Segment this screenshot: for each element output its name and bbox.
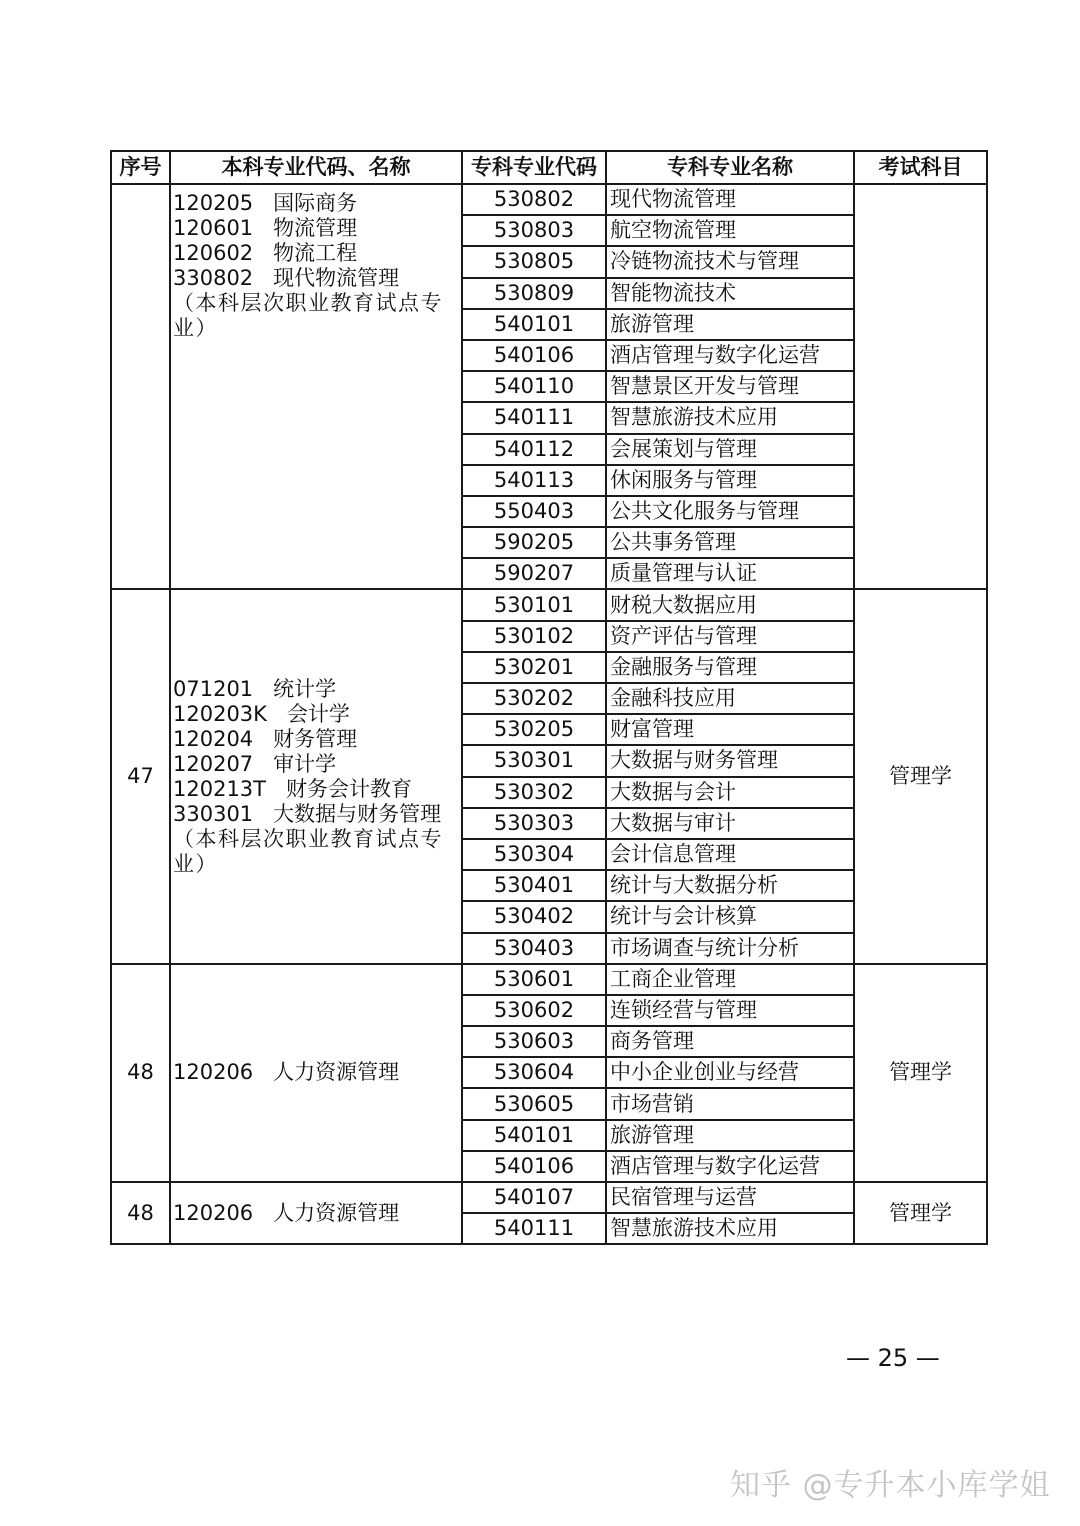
college-code-cell: 540111 (462, 1213, 606, 1244)
college-name-cell: 酒店管理与数字化运营 (606, 340, 854, 371)
seq-cell: 48 (111, 964, 170, 1182)
college-code-cell: 540101 (462, 309, 606, 340)
bachelor-major-name: 财务管理 (273, 726, 358, 751)
bachelor-major-name: 审计学 (273, 751, 337, 776)
college-code-cell: 530201 (462, 652, 606, 683)
college-name-cell: 公共文化服务与管理 (606, 496, 854, 527)
bachelor-majors-cell (170, 184, 462, 589)
header-college-name: 专科专业名称 (606, 151, 854, 184)
college-name-cell: 财税大数据应用 (606, 589, 854, 620)
college-code-cell: 590207 (462, 558, 606, 589)
bachelor-major-code: 330802 (173, 266, 254, 290)
bachelor-major (173, 702, 459, 727)
college-code-cell: 540113 (462, 465, 606, 496)
table-row (111, 184, 987, 215)
college-code-cell: 550403 (462, 496, 606, 527)
page-number: — 25 — (846, 1344, 940, 1372)
college-code-cell: 530302 (462, 777, 606, 808)
college-code-cell: 530605 (462, 1088, 606, 1119)
bachelor-major-name: 国际商务 (273, 191, 358, 215)
college-name-cell: 统计与大数据分析 (606, 870, 854, 901)
watermark: 知乎 @专升本小库学姐 (730, 1468, 1051, 1503)
college-code-cell: 540106 (462, 340, 606, 371)
college-code-cell: 530303 (462, 808, 606, 839)
bachelor-major (173, 216, 459, 241)
college-code-cell: 540106 (462, 1151, 606, 1182)
exam-subject-cell (854, 184, 987, 589)
college-code-cell: 530301 (462, 745, 606, 776)
college-code-cell: 530402 (462, 901, 606, 932)
college-name-cell: 智能物流技术 (606, 278, 854, 309)
college-name-cell: 智慧旅游技术应用 (606, 1213, 854, 1244)
bachelor-major (173, 802, 459, 827)
bachelor-major-name: 大数据与财务管理 (273, 801, 442, 826)
college-name-cell: 航空物流管理 (606, 215, 854, 246)
college-name-cell: 酒店管理与数字化运营 (606, 1151, 854, 1182)
table-row (111, 964, 987, 995)
college-name-cell: 冷链物流技术与管理 (606, 246, 854, 277)
college-name-cell: 金融科技应用 (606, 683, 854, 714)
bachelor-majors-cell (170, 964, 462, 1182)
bachelor-major-name: 财务会计教育 (286, 776, 412, 801)
college-name-cell: 连锁经营与管理 (606, 995, 854, 1026)
college-code-cell: 530805 (462, 246, 606, 277)
bachelor-major-name: 统计学 (273, 676, 337, 701)
table-header-row (111, 151, 987, 184)
college-code-cell: 590205 (462, 527, 606, 558)
bachelor-major (173, 241, 459, 266)
table-body (111, 184, 987, 1244)
college-code-cell: 530102 (462, 621, 606, 652)
college-code-cell: 530803 (462, 215, 606, 246)
seq-cell: 48 (111, 1182, 170, 1244)
exam-subject-cell: 管理学 (854, 1182, 987, 1244)
bachelor-major (173, 1201, 459, 1226)
bachelor-major (173, 727, 459, 752)
college-name-cell: 大数据与会计 (606, 777, 854, 808)
college-code-cell: 530403 (462, 933, 606, 964)
college-name-cell: 质量管理与认证 (606, 558, 854, 589)
bachelor-major-code: 120213T (173, 776, 266, 801)
bachelor-note: （本科层次职业教育试点专业） (173, 826, 443, 876)
exam-subject-cell: 管理学 (854, 964, 987, 1182)
college-code-cell: 530809 (462, 278, 606, 309)
table-row (111, 589, 987, 620)
college-name-cell: 中小企业创业与经营 (606, 1057, 854, 1088)
college-code-cell: 530802 (462, 184, 606, 215)
bachelor-major-name: 人力资源管理 (273, 1200, 400, 1225)
table-row (111, 1182, 987, 1213)
bachelor-major (173, 677, 459, 702)
college-code-cell: 530601 (462, 964, 606, 995)
college-code-cell: 530604 (462, 1057, 606, 1088)
college-code-cell: 530603 (462, 1026, 606, 1057)
college-name-cell: 休闲服务与管理 (606, 465, 854, 496)
college-name-cell: 统计与会计核算 (606, 901, 854, 932)
college-code-cell: 530401 (462, 870, 606, 901)
bachelor-major-code: 120205 (173, 191, 254, 215)
college-code-cell: 530101 (462, 589, 606, 620)
college-name-cell: 工商企业管理 (606, 964, 854, 995)
header-exam-subject: 考试科目 (854, 151, 987, 184)
seq-cell: 47 (111, 589, 170, 963)
college-name-cell: 现代物流管理 (606, 184, 854, 215)
bachelor-major-code: 120206 (173, 1060, 254, 1085)
bachelor-major-code: 330301 (173, 801, 254, 826)
header-seq: 序号 (111, 151, 170, 184)
college-code-cell: 530202 (462, 683, 606, 714)
major-table (110, 150, 988, 1245)
college-name-cell: 财富管理 (606, 714, 854, 745)
college-name-cell: 金融服务与管理 (606, 652, 854, 683)
college-name-cell: 会展策划与管理 (606, 434, 854, 465)
college-name-cell: 商务管理 (606, 1026, 854, 1057)
college-name-cell: 大数据与财务管理 (606, 745, 854, 776)
bachelor-major-code: 120206 (173, 1200, 254, 1225)
college-name-cell: 会计信息管理 (606, 839, 854, 870)
header-bachelor: 本科专业代码、名称 (170, 151, 462, 184)
bachelor-major (173, 752, 459, 777)
college-code-cell: 540112 (462, 434, 606, 465)
college-name-cell: 民宿管理与运营 (606, 1182, 854, 1213)
bachelor-majors-cell (170, 1182, 462, 1244)
bachelor-major (173, 777, 459, 802)
bachelor-major (173, 1060, 459, 1085)
college-name-cell: 资产评估与管理 (606, 621, 854, 652)
bachelor-major-code: 071201 (173, 676, 254, 701)
exam-subject-cell: 管理学 (854, 589, 987, 963)
college-code-cell: 540107 (462, 1182, 606, 1213)
header-college-code: 专科专业代码 (462, 151, 606, 184)
bachelor-major-name: 会计学 (286, 701, 350, 726)
bachelor-major-name: 现代物流管理 (273, 266, 400, 290)
college-name-cell: 市场调查与统计分析 (606, 933, 854, 964)
bachelor-major-code: 120602 (173, 241, 254, 265)
bachelor-major-name: 物流工程 (273, 241, 358, 265)
bachelor-major-name: 人力资源管理 (273, 1060, 400, 1085)
college-code-cell: 540101 (462, 1120, 606, 1151)
bachelor-major (173, 191, 459, 216)
college-name-cell: 市场营销 (606, 1088, 854, 1119)
college-name-cell: 智慧景区开发与管理 (606, 371, 854, 402)
bachelor-major-name: 物流管理 (273, 216, 358, 240)
bachelor-note: （本科层次职业教育试点专业） (173, 291, 443, 340)
bachelor-major-code: 120207 (173, 751, 254, 776)
college-code-cell: 540110 (462, 371, 606, 402)
bachelor-major-code: 120204 (173, 726, 254, 751)
bachelor-major-code: 120203K (173, 701, 267, 726)
college-code-cell: 530205 (462, 714, 606, 745)
college-name-cell: 大数据与审计 (606, 808, 854, 839)
bachelor-majors-cell (170, 589, 462, 963)
college-code-cell: 540111 (462, 402, 606, 433)
college-name-cell: 旅游管理 (606, 309, 854, 340)
seq-cell (111, 184, 170, 589)
bachelor-major (173, 266, 459, 291)
college-code-cell: 530602 (462, 995, 606, 1026)
college-name-cell: 智慧旅游技术应用 (606, 402, 854, 433)
bachelor-major-code: 120601 (173, 216, 254, 240)
college-name-cell: 旅游管理 (606, 1120, 854, 1151)
college-code-cell: 530304 (462, 839, 606, 870)
college-name-cell: 公共事务管理 (606, 527, 854, 558)
